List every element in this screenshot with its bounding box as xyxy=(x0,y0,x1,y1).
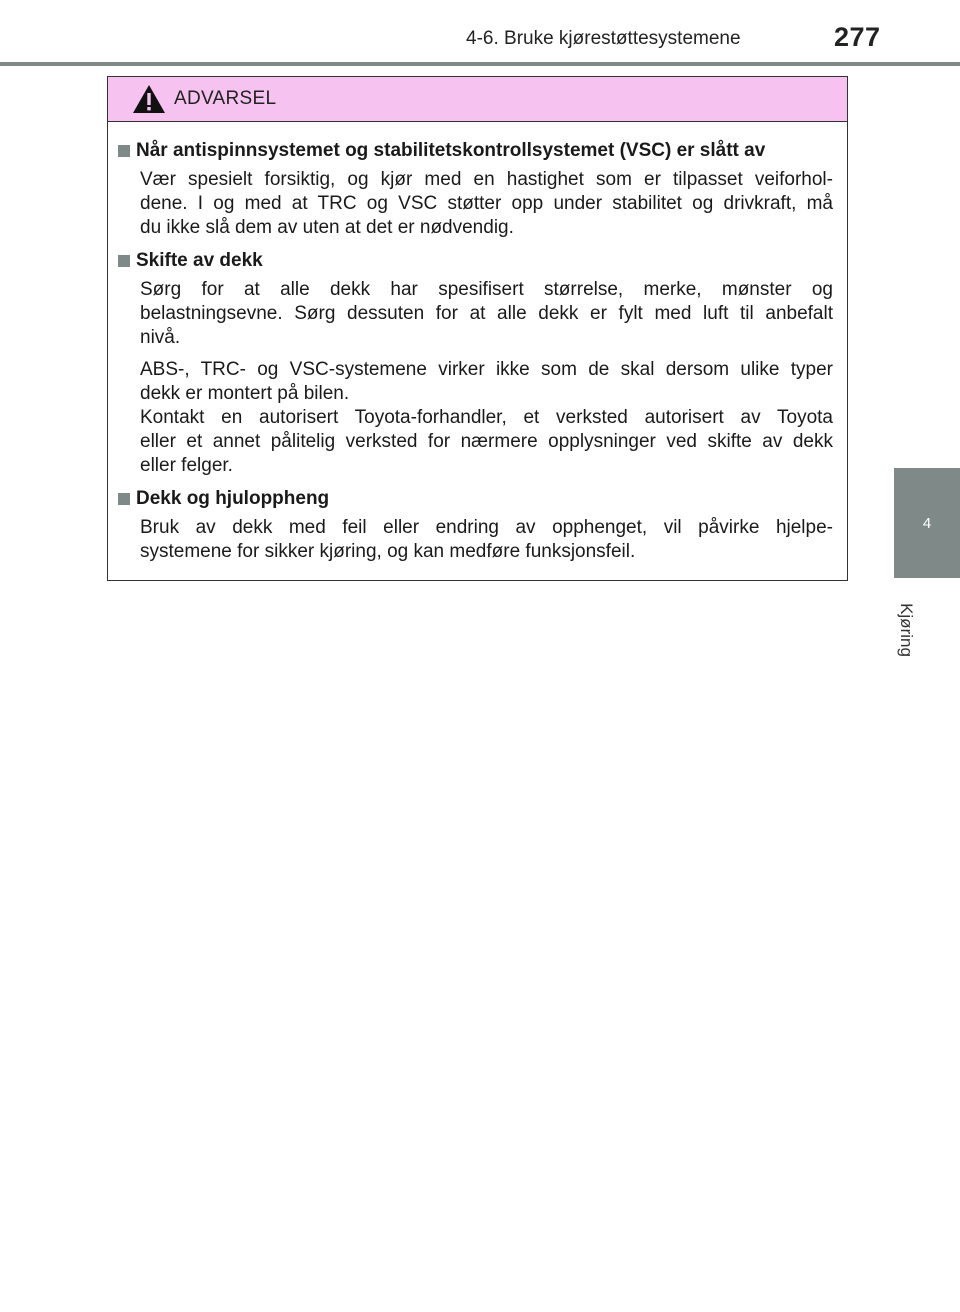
chapter-label-container xyxy=(892,590,920,670)
section-heading xyxy=(118,248,833,274)
paragraph-line: eller et annet pålitelig verksted for nærmere opplysninger ved skifte av dekk xyxy=(140,431,833,452)
section-heading-text: Skifte av dekk xyxy=(136,250,263,271)
warning-triangle-icon xyxy=(132,84,166,114)
warning-box xyxy=(107,76,848,581)
section-paragraph xyxy=(140,278,833,350)
section-heading xyxy=(118,486,833,512)
square-bullet-icon xyxy=(118,493,130,505)
warning-body xyxy=(108,122,847,564)
paragraph-line: systemene for sikker kjøring, og kan medføre funksjonsfeil. xyxy=(140,541,636,562)
page-number: 277 xyxy=(834,22,881,52)
chapter-label: Kjøring xyxy=(897,603,917,657)
paragraph-line: nivå. xyxy=(140,327,181,348)
paragraph-line: belastningsevne. Sørg dessuten for at alle dekk er fylt med luft til anbefalt xyxy=(140,303,833,324)
section-paragraph xyxy=(140,358,833,478)
paragraph-line: Kontakt en autorisert Toyota-forhandler, et verksted autorisert av Toyota xyxy=(140,407,833,428)
chapter-tab xyxy=(894,468,960,578)
warning-title: ADVARSEL xyxy=(174,88,277,109)
section-paragraph xyxy=(140,168,833,240)
paragraph-line: Vær spesielt forsiktig, og kjør med en hastighet som er tilpasset veiforhol- xyxy=(140,169,833,190)
header-section-title: 4-6. Bruke kjørestøttesystemene xyxy=(466,28,741,49)
section-heading xyxy=(118,138,833,164)
section-heading-text: Når antispinnsystemet og stabilitetskontrollsystemet (VSC) er slått av xyxy=(136,140,766,161)
paragraph-line: Sørg for at alle dekk har spesifisert størrelse, merke, mønster og xyxy=(140,279,833,300)
header-rule xyxy=(0,62,960,66)
warning-header xyxy=(108,77,847,122)
section-heading-text: Dekk og hjuloppheng xyxy=(136,488,330,509)
square-bullet-icon xyxy=(118,145,130,157)
paragraph-line: dekk er montert på bilen. xyxy=(140,383,350,404)
warning-section xyxy=(118,248,833,478)
chapter-number: 4 xyxy=(922,514,932,532)
paragraph-line: ABS-, TRC- og VSC-systemene virker ikke som de skal dersom ulike typer xyxy=(140,359,833,380)
paragraph-line: eller felger. xyxy=(140,455,233,476)
paragraph-line: du ikke slå dem av uten at det er nødvendig. xyxy=(140,217,514,238)
section-paragraph xyxy=(140,516,833,564)
warning-section xyxy=(118,486,833,564)
warning-section xyxy=(118,138,833,240)
paragraph-line: dene. I og med at TRC og VSC støtter opp under stabilitet og drivkraft, må xyxy=(140,193,833,214)
square-bullet-icon xyxy=(118,255,130,267)
paragraph-line: Bruk av dekk med feil eller endring av opphenget, vil påvirke hjelpe- xyxy=(140,517,833,538)
